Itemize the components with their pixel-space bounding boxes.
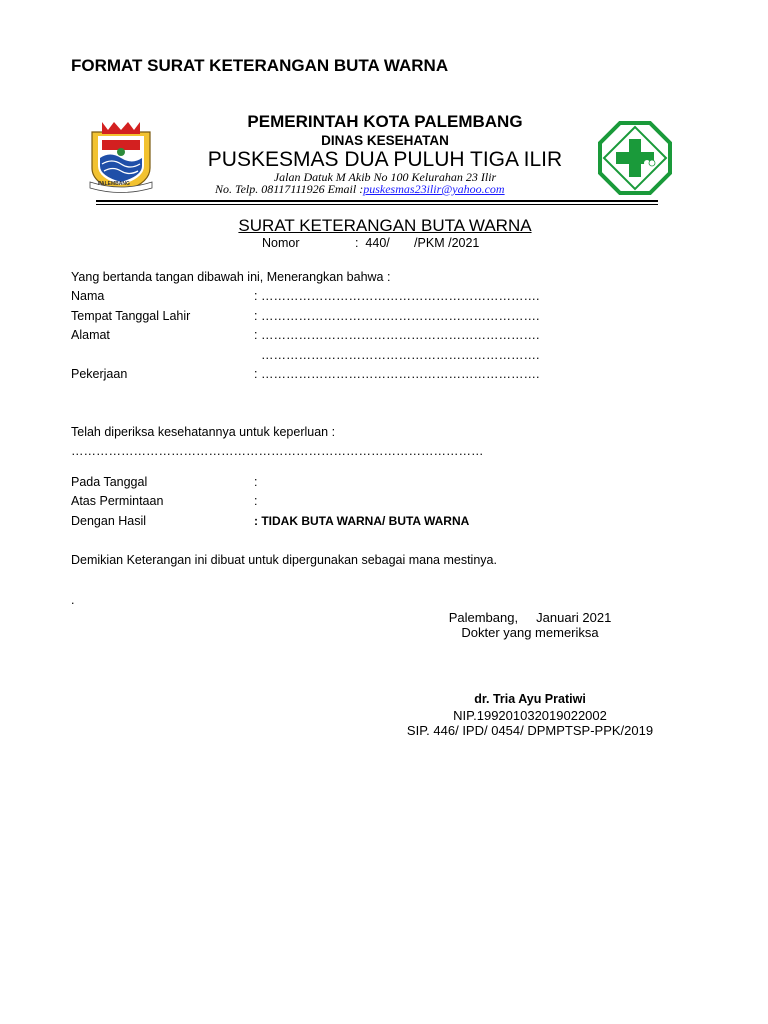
palembang-crest-logo — [88, 118, 154, 194]
detail-label: Atas Permintaan — [71, 494, 164, 508]
letter-number-label: Nomor — [262, 236, 300, 250]
puskesmas-logo — [598, 121, 672, 195]
letterhead-contact — [215, 182, 505, 197]
letterhead-puskesmas: PUSKESMAS DUA PULUH TIGA ILIR — [207, 148, 563, 171]
field-label: Nama — [71, 289, 105, 303]
field-value: : …………………………………………………………. — [254, 328, 540, 342]
field-nama — [71, 289, 540, 303]
letterhead-address: Jalan Datuk M Akib No 100 Kelurahan 23 Ilir — [273, 170, 497, 184]
field-label: Alamat — [71, 328, 110, 342]
document-title: FORMAT SURAT KETERANGAN BUTA WARNA — [71, 56, 449, 75]
field-value: : …………………………………………………………. — [254, 309, 540, 323]
signature-place-date: Palembang, Januari 2021 — [448, 610, 612, 625]
intro-text: Yang bertanda tangan dibawah ini, Menerangkan bahwa : — [71, 270, 391, 284]
field-value: : …………………………………………………………. — [254, 367, 540, 381]
closing-text: Demikian Keterangan ini dibuat untuk dipergunakan sebagai mana mestinya. — [71, 553, 497, 567]
letterhead-department: DINAS KESEHATAN — [321, 133, 449, 148]
field-value: : …………………………………………………………. — [254, 289, 540, 303]
signature-name: dr. Tria Ayu Pratiwi — [474, 692, 586, 706]
detail-value: : TIDAK BUTA WARNA/ BUTA WARNA — [254, 514, 470, 528]
signature-nip: NIP.199201032019022002 — [453, 708, 607, 723]
detail-value: : — [254, 494, 258, 508]
field-ttl — [71, 309, 540, 323]
field-label: Tempat Tanggal Lahir — [71, 309, 191, 323]
field-pekerjaan — [71, 367, 540, 381]
field-alamat — [71, 328, 540, 342]
purpose-label: Telah diperiksa kesehatannya untuk keperluan : — [71, 425, 336, 439]
signature-sip: SIP. 446/ IPD/ 0454/ DPMPTSP-PPK/2019 — [406, 723, 654, 738]
detail-value: : — [254, 475, 258, 489]
detail-label: Pada Tanggal — [71, 475, 148, 489]
letterhead-government: PEMERINTAH KOTA PALEMBANG — [247, 112, 523, 131]
letter-title: SURAT KETERANGAN BUTA WARNA — [238, 216, 532, 235]
signature-role: Dokter yang memeriksa — [461, 625, 599, 640]
stray-dot: . — [71, 593, 75, 607]
letterhead-divider-thin — [96, 204, 658, 205]
detail-permintaan — [71, 494, 258, 508]
detail-label: Dengan Hasil — [71, 514, 147, 528]
field-label: Pekerjaan — [71, 367, 128, 381]
phone-text: No. Telp. 08117111926 Email : — [215, 182, 364, 196]
field-value: …………………………………………………………. — [254, 348, 540, 362]
puskesmas-cross-icon — [598, 121, 672, 195]
purpose-dots: ……………………………………………………………………………………… — [71, 444, 484, 458]
letterhead-divider — [96, 200, 658, 202]
letter-number-value: : 440/ /PKM /2021 — [355, 236, 480, 250]
crest-banner-text: PALEMBANG — [98, 181, 130, 187]
email-link[interactable]: puskesmas23ilir@yahoo.com — [363, 182, 505, 196]
detail-hasil — [71, 514, 470, 528]
detail-tanggal — [71, 475, 258, 489]
